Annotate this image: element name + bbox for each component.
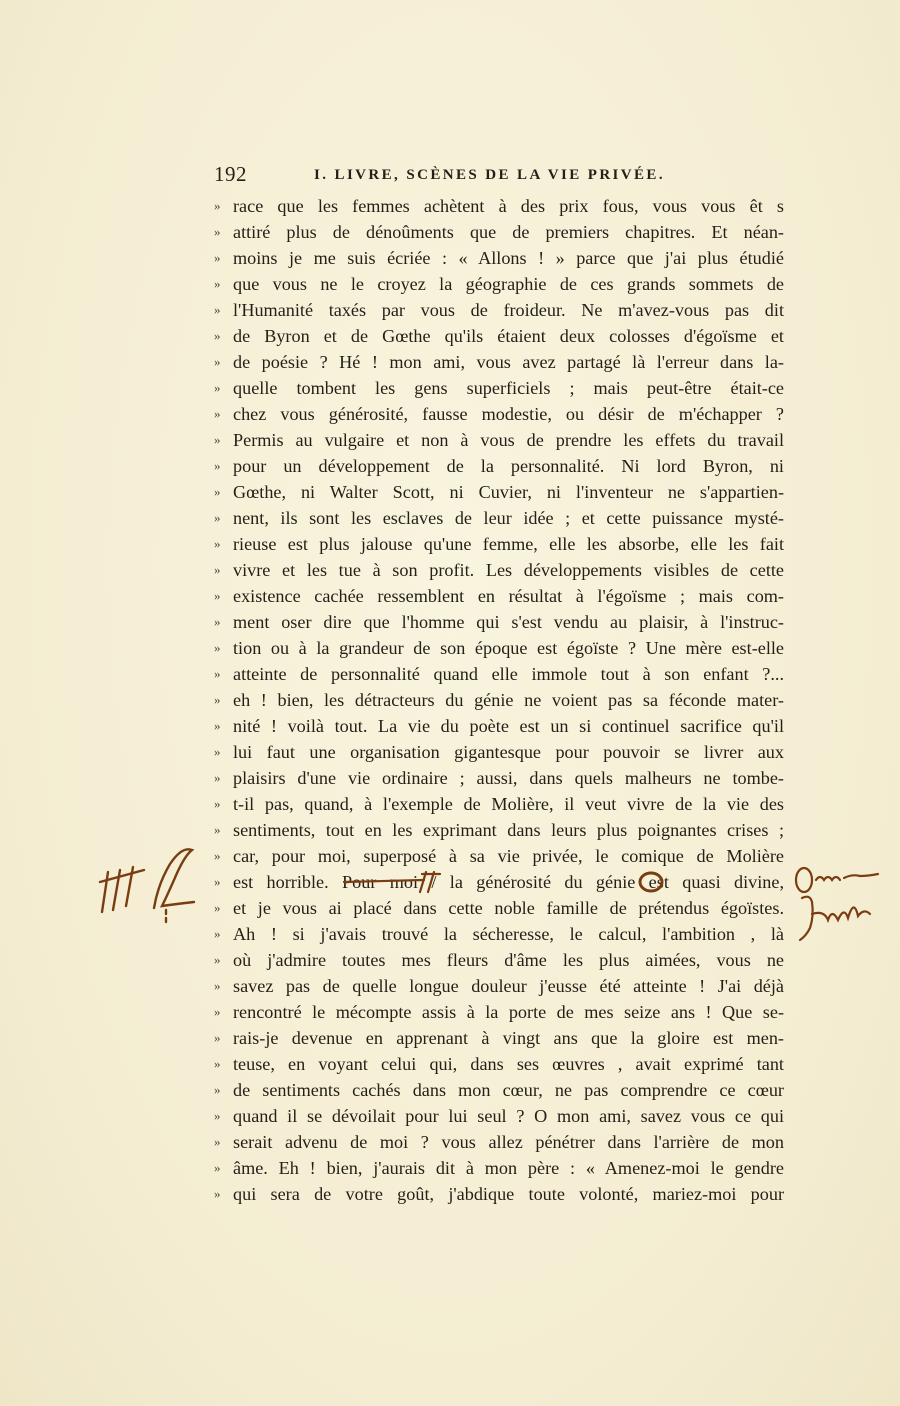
text-line [214,973,784,999]
text-line [214,713,784,739]
continuation-quote-mark: » [214,1134,221,1149]
continuation-quote-mark: » [214,562,221,577]
continuation-quote-mark: » [214,536,221,551]
line-text: serait advenu de moi ? vous allez pénétrer dans l'arrière de mon [233,1132,784,1152]
continuation-quote-mark: » [214,1108,221,1123]
text-line [214,375,784,401]
text-line [214,739,784,765]
continuation-quote-mark: » [214,458,221,473]
text-line [214,869,784,895]
continuation-quote-mark: » [214,380,221,395]
line-text: plaisirs d'une vie ordinaire ; aussi, dans quels malheurs ne tombe- [233,768,784,788]
text-line [214,687,784,713]
text-line [214,583,784,609]
text-line [214,427,784,453]
line-text: moins je me suis écriée : « Allons ! » parce que j'ai plus étudié [233,248,784,268]
continuation-quote-mark: » [214,796,221,811]
line-text: rieuse est plus jalouse qu'une femme, elle les absorbe, elle les fait [233,534,784,554]
text-line [214,271,784,297]
line-text: eh ! bien, les détracteurs du génie ne voient pas sa féconde mater- [233,690,784,710]
text-line [214,999,784,1025]
continuation-quote-mark: » [214,302,221,317]
continuation-quote-mark: » [214,198,221,213]
text-line [214,219,784,245]
line-text: vivre et les tue à son profit. Les développements visibles de cette [233,560,784,580]
line-text: nité ! voilà tout. La vie du poète est un si continuel sacrifice qu'il [233,716,784,736]
continuation-quote-mark: » [214,848,221,863]
continuation-quote-mark: » [214,510,221,525]
continuation-quote-mark: » [214,276,221,291]
text-line [214,531,784,557]
continuation-quote-mark: » [214,250,221,265]
continuation-quote-mark: » [214,614,221,629]
text-line [214,895,784,921]
continuation-quote-mark: » [214,900,221,915]
continuation-quote-mark: » [214,926,221,941]
left-margin-proof-mark [96,840,216,930]
text-line [214,193,784,219]
line-text: pour un développement de la personnalité. Ni lord Byron, ni [233,456,784,476]
continuation-quote-mark: » [214,1186,221,1201]
line-text: chez vous générosité, fausse modestie, ou désir de m'échapper ? [233,404,784,424]
text-line [214,505,784,531]
continuation-quote-mark: » [214,484,221,499]
line-text: de sentiments cachés dans mon cœur, ne pas comprendre ce cœur [233,1080,784,1100]
line-text: de Byron et de Gœthe qu'ils étaient deux colosses d'égoïsme et [233,326,784,346]
line-text: est horrible. Pour moi / la générosité du génie est quasi divine, [233,872,784,892]
text-line [214,401,784,427]
text-line [214,1077,784,1103]
continuation-quote-mark: » [214,406,221,421]
text-line [214,479,784,505]
page-number: 192 [214,162,247,186]
text-line [214,661,784,687]
line-text: race que les femmes achètent à des prix fous, vous vous êt s [233,196,784,216]
text-line [214,1129,784,1155]
continuation-quote-mark: » [214,952,221,967]
line-text: quelle tombent les gens superficiels ; mais peut-être était-ce [233,378,784,398]
text-line [214,323,784,349]
text-line [214,609,784,635]
body-text [214,193,784,1207]
text-line [214,1103,784,1129]
continuation-quote-mark: » [214,328,221,343]
continuation-quote-mark: » [214,744,221,759]
continuation-quote-mark: » [214,1004,221,1019]
continuation-quote-mark: » [214,666,221,681]
line-text: qui sera de votre goût, j'abdique toute volonté, mariez-moi pour [233,1184,784,1204]
continuation-quote-mark: » [214,822,221,837]
continuation-quote-mark: » [214,224,221,239]
continuation-quote-mark: » [214,354,221,369]
line-text: atteinte de personnalité quand elle immole tout à son enfant ?... [233,664,784,684]
line-text: Gœthe, ni Walter Scott, ni Cuvier, ni l'inventeur ne s'appartien- [233,482,784,502]
continuation-quote-mark: » [214,432,221,447]
running-title: I. LIVRE, SCÈNES DE LA VIE PRIVÉE. [314,167,665,183]
line-text: où j'admire toutes mes fleurs d'âme les plus aimées, vous ne [233,950,784,970]
line-text: lui faut une organisation gigantesque pour pouvoir se livrer aux [233,742,784,762]
right-margin-handwriting [790,854,890,954]
text-line [214,349,784,375]
continuation-quote-mark: » [214,1030,221,1045]
continuation-quote-mark: » [214,874,221,889]
text-line [214,1155,784,1181]
text-line [214,843,784,869]
line-text: que vous ne le croyez la géographie de ces grands sommets de [233,274,784,294]
continuation-quote-mark: » [214,692,221,707]
text-line [214,791,784,817]
line-text: teuse, en voyant celui qui, dans ses œuvres , avait exprimé tant [233,1054,784,1074]
line-text: Permis au vulgaire et non à vous de prendre les effets du travail [233,430,784,450]
continuation-quote-mark: » [214,1056,221,1071]
text-line [214,817,784,843]
line-text: attiré plus de dénoûments que de premiers chapitres. Et néan- [233,222,784,242]
continuation-quote-mark: » [214,978,221,993]
line-text: car, pour moi, superposé à sa vie privée, le comique de Molière [233,846,784,866]
line-text: rais-je devenue en apprenant à vingt ans que la gloire est men- [233,1028,784,1048]
line-text: rencontré le mécompte assis à la porte de mes seize ans ! Que se- [233,1002,784,1022]
continuation-quote-mark: » [214,588,221,603]
line-text: nent, ils sont les esclaves de leur idée ; et cette puissance mysté- [233,508,784,528]
text-line [214,557,784,583]
line-text: t-il pas, quand, à l'exemple de Molière, il veut vivre de la vie des [233,794,784,814]
text-line [214,1181,784,1207]
text-line [214,947,784,973]
continuation-quote-mark: » [214,718,221,733]
line-text: et je vous ai placé dans cette noble famille de prétendus égoïstes. [233,898,784,918]
line-text: âme. Eh ! bien, j'aurais dit à mon père : « Amenez-moi le gendre [233,1158,784,1178]
line-text: tion ou à la grandeur de son époque est égoïste ? Une mère est-elle [233,638,784,658]
text-line [214,453,784,479]
text-line [214,297,784,323]
text-line [214,635,784,661]
text-line [214,1051,784,1077]
line-text: sentiments, tout en les exprimant dans leurs plus poignantes crises ; [233,820,784,840]
page-header [214,162,786,192]
line-text: Ah ! si j'avais trouvé la sécheresse, le calcul, l'ambition , là [233,924,784,944]
text-line [214,921,784,947]
continuation-quote-mark: » [214,1082,221,1097]
text-line [214,245,784,271]
line-text: l'Humanité taxés par vous de froideur. Ne m'avez-vous pas dit [233,300,784,320]
line-text: existence cachée ressemblent en résultat à l'égoïsme ; mais com- [233,586,784,606]
line-text: de poésie ? Hé ! mon ami, vous avez partagé là l'erreur dans la- [233,352,784,372]
line-text: ment oser dire que l'homme qui s'est vendu au plaisir, à l'instruc- [233,612,784,632]
text-line [214,1025,784,1051]
text-line [214,765,784,791]
line-text: quand il se dévoilait pour lui seul ? O mon ami, savez vous ce qui [233,1106,784,1126]
continuation-quote-mark: » [214,1160,221,1175]
continuation-quote-mark: » [214,640,221,655]
line-text: savez pas de quelle longue douleur j'eusse été atteinte ! J'ai déjà [233,976,784,996]
continuation-quote-mark: » [214,770,221,785]
